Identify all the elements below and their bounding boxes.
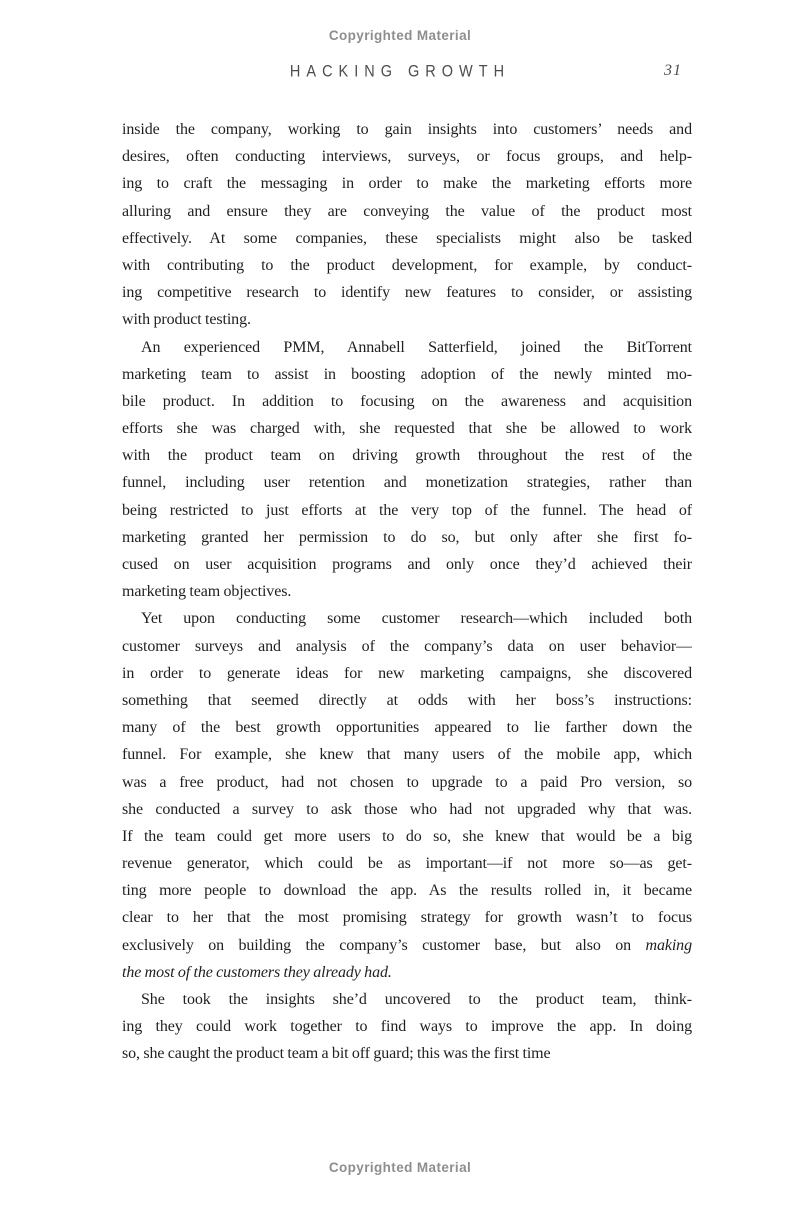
text-segment: ting more people to download the app. As the results rolled in, it became	[122, 882, 692, 900]
text-segment: customer surveys and analysis of the company’s data on user behavior—	[122, 637, 692, 655]
text-segment: marketing team objectives.	[122, 583, 292, 601]
page-number: 31	[664, 62, 682, 79]
text-segment: so, she caught the product team a bit off guard; this was the first time	[122, 1045, 551, 1063]
text-segment: effectively. At some companies, these specialists might also be tasked	[122, 229, 692, 247]
text-line	[122, 551, 692, 578]
text-line	[122, 986, 692, 1013]
header-copyright-notice: Copyrighted Material	[328, 28, 472, 43]
text-segment: in order to generate ideas for new marketing campaigns, she discovered	[122, 664, 692, 682]
text-line	[122, 877, 692, 904]
text-line	[122, 1040, 692, 1067]
text-segment: being restricted to just efforts at the very top of the funnel. The head of	[122, 501, 692, 519]
text-line	[122, 850, 692, 877]
text-line	[122, 143, 692, 170]
text-segment: If the team could get more users to do so, she knew that would be a big	[122, 827, 692, 845]
text-line	[122, 442, 692, 469]
page-body	[122, 116, 692, 1068]
text-line	[122, 660, 692, 687]
text-segment: she conducted a survey to ask those who had not upgraded why that was.	[122, 800, 692, 818]
text-line	[122, 198, 692, 225]
text-line	[122, 605, 692, 632]
text-segment: with product testing.	[122, 311, 251, 329]
text-line	[122, 1013, 692, 1040]
text-line	[122, 252, 692, 279]
text-segment: bile product. In addition to focusing on the awareness and acquisition	[122, 392, 692, 410]
text-segment: marketing team to assist in boosting adoption of the newly minted mo-	[122, 365, 692, 383]
text-segment: funnel, including user retention and monetization strategies, rather than	[122, 474, 692, 492]
text-segment: An experienced PMM, Annabell Satterfield, joined the BitTorrent	[141, 338, 692, 356]
text-line	[122, 497, 692, 524]
text-segment: ing competitive research to identify new features to consider, or assisting	[122, 284, 692, 302]
text-line	[122, 170, 692, 197]
text-line	[122, 932, 692, 959]
italic-text-segment: the most of the customers they already had.	[122, 963, 392, 981]
text-line	[122, 687, 692, 714]
text-segment: alluring and ensure they are conveying the value of the product most	[122, 202, 692, 220]
paragraph	[122, 605, 692, 986]
text-segment: with the product team on driving growth throughout the rest of the	[122, 447, 692, 465]
text-segment: something that seemed directly at odds with her boss’s instructions:	[122, 691, 692, 709]
text-line	[122, 904, 692, 931]
text-segment: with contributing to the product development, for example, by conduct-	[122, 256, 692, 274]
text-line	[122, 469, 692, 496]
text-segment: efforts she was charged with, she requested that she be allowed to work	[122, 420, 692, 438]
text-line	[122, 279, 692, 306]
text-line	[122, 823, 692, 850]
text-line	[122, 959, 692, 986]
text-segment: inside the company, working to gain insights into customers’ needs and	[122, 121, 692, 138]
text-line	[122, 796, 692, 823]
text-segment: was a free product, had not chosen to upgrade to a paid Pro version, so	[122, 773, 692, 791]
text-segment: Yet upon conducting some customer research—which included both	[141, 610, 692, 628]
text-line	[122, 306, 692, 333]
paragraph	[122, 986, 692, 1068]
text-line	[122, 225, 692, 252]
text-segment: ing to craft the messaging in order to make the marketing efforts more	[122, 175, 692, 193]
text-line	[122, 769, 692, 796]
text-line	[122, 578, 692, 605]
text-segment: funnel. For example, she knew that many users of the mobile app, which	[122, 746, 692, 764]
text-segment: ing they could work together to find ways to improve the app. In doing	[122, 1018, 692, 1036]
text-line	[122, 741, 692, 768]
footer-copyright-notice: Copyrighted Material	[328, 1160, 472, 1175]
text-segment: clear to her that the most promising strategy for growth wasn’t to focus	[122, 909, 692, 927]
paragraph	[122, 116, 692, 334]
book-title-running-head: HACKING GROWTH	[289, 63, 511, 81]
text-segment: cused on user acquisition programs and only once they’d achieved their	[122, 556, 692, 573]
text-segment: desires, often conducting interviews, surveys, or focus groups, and help-	[122, 148, 692, 166]
paragraph	[122, 334, 692, 606]
text-segment: many of the best growth opportunities appeared to lie farther down the	[122, 719, 692, 737]
text-line	[122, 388, 692, 415]
text-segment: exclusively on building the company’s customer base, but also on	[122, 936, 646, 954]
text-line	[122, 361, 692, 388]
text-line	[122, 415, 692, 442]
text-line	[122, 633, 692, 660]
text-line	[122, 714, 692, 741]
text-line	[122, 524, 692, 551]
text-segment: revenue generator, which could be as important—if not more so—as get-	[122, 855, 692, 873]
text-segment: marketing granted her permission to do so, but only after she first fo-	[122, 528, 692, 546]
text-line	[122, 116, 692, 143]
text-line	[122, 334, 692, 361]
text-segment: She took the insights she’d uncovered to the product team, think-	[141, 991, 692, 1008]
italic-text-segment: making	[645, 936, 692, 954]
